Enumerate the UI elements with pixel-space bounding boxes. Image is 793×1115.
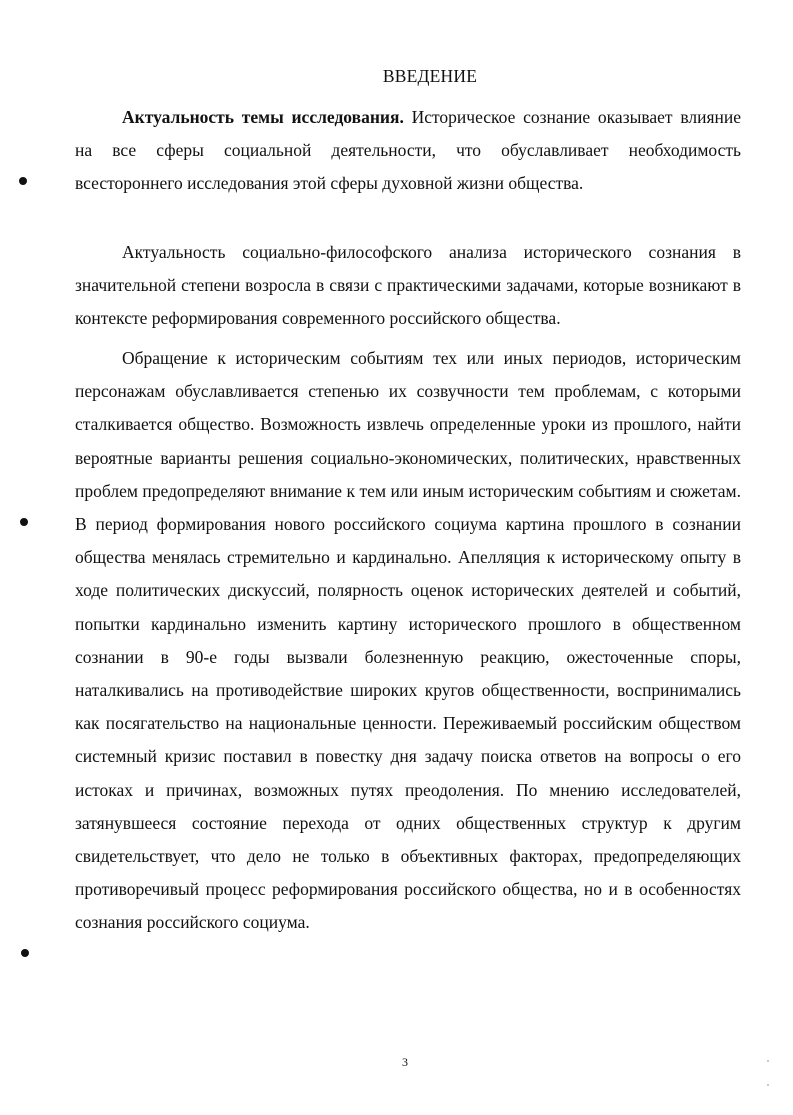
page-number: 3 [402,1055,408,1069]
paragraph-analysis: Актуальность социально-философского анализа исторического сознания в значительной степени возросла в связи с практическими задачами, которые возникают в контексте реформирования современного российского общества. [75,242,741,329]
paragraph-historical-events: Обращение к историческим событиям тех или иных периодов, историческим персонажам обуславливается степенью их созвучности тем проблемам, с которыми сталкивается общество. Возможность извлечь определенные уроки из прошлого, найти вероятные варианты решения социально-экономических, политических, нравственных проблем предопределяют внимание к тем или иным историческим событиям и сюжетам. В период формирования нового российского социума картина прошлого в сознании общества менялась стремительно и кардинально. Апелляция к историческому опыту в ходе политических дискуссий, полярность оценок исторических деятелей и событий, попытки кардинально изменить картину исторического прошлого в общественном сознании в 90-е годы вызвали болезненную реакцию, ожесточенные споры, наталкивались на противодействие широких кругов общественности, воспринимались как посягательство на национальные ценности. Переживаемый российским обществом системный кризис поставил в повестку дня задачу поиска ответов на вопросы о его истоках и причинах, возможных путях преодоления. По мнению исследователей, затянувшееся состояние перехода от одних общественных структур к другим свидетельствует, что дело не только в объективных факторах, предопределяющих противоречивый процесс реформирования российского общества, но и в особенностях сознания российского социума. [75,348,741,933]
section-heading: ВВЕДЕНИЕ [382,66,478,86]
binding-hole-mark [20,518,28,526]
paragraph-relevance [75,101,741,201]
paragraph-text: Историческое сознание оказывает влияние на все сферы социальной деятельности, что обуславливает необходимость всестороннего исследования этой сферы духовной жизни общества. [75,107,741,194]
scan-speck [767,1084,769,1086]
binding-hole-mark [19,177,27,185]
paragraph-lead-bold: Актуальность темы исследования. [122,107,404,127]
binding-hole-mark [21,949,29,957]
scan-speck [767,1060,769,1062]
